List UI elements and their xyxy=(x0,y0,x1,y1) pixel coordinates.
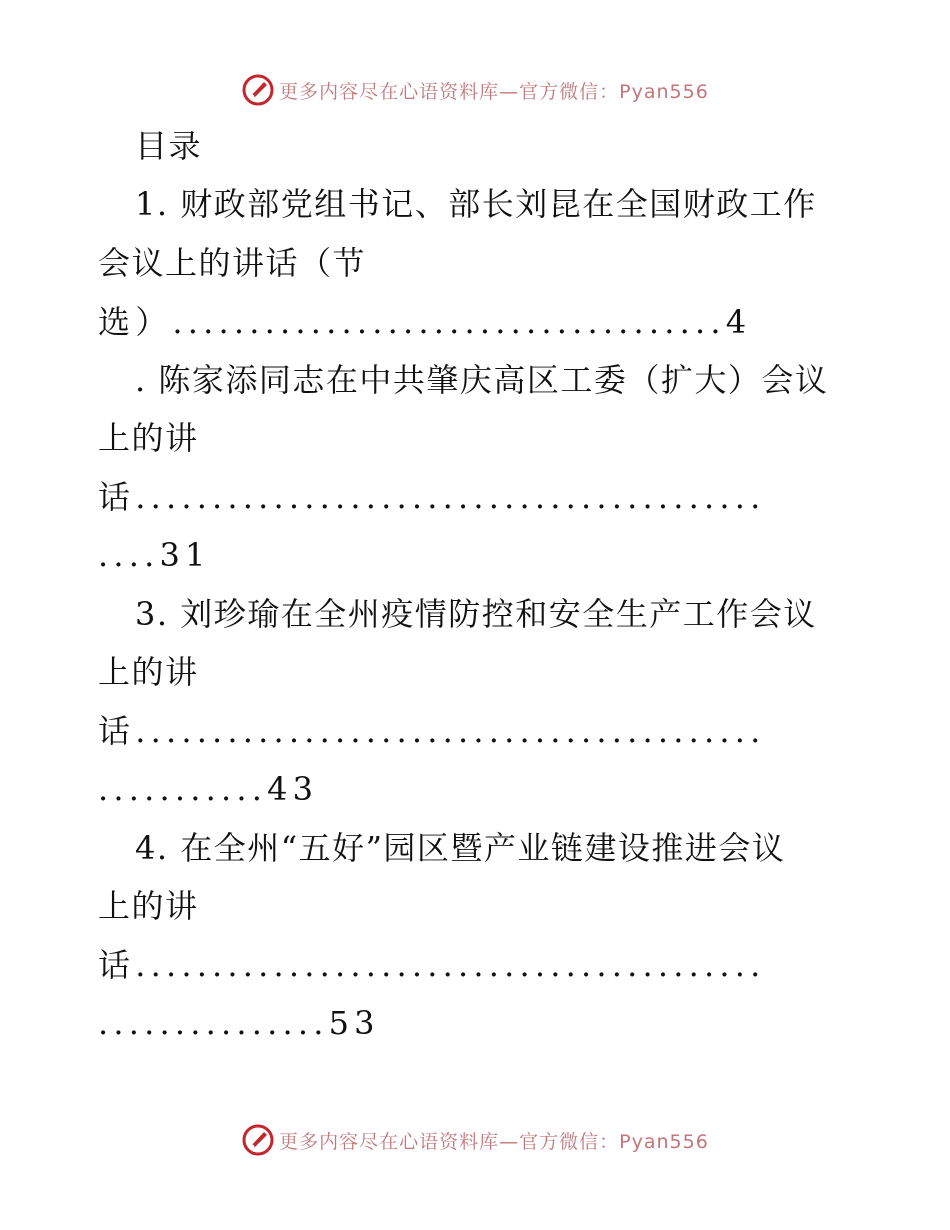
toc-entry-4-dots: 话......................................... xyxy=(98,946,766,984)
toc-entry-3-dots: 话......................................... xyxy=(98,712,766,750)
banner-text: 更多内容尽在心语资料库—官方微信：Pyan556 xyxy=(279,80,709,103)
toc-entry-3: 3. 刘珍瑜在全州疫情防控和安全生产工作会议 xyxy=(135,595,817,633)
banner-text: 更多内容尽在心语资料库—官方微信：Pyan556 xyxy=(279,1130,709,1153)
toc-entry-2-dots: 话......................................... xyxy=(98,478,766,516)
toc-entry-4-page: ...............53 xyxy=(98,1004,380,1042)
header-banner xyxy=(0,70,950,110)
toc-entry-2: . 陈家添同志在中共肇庆高区工委（扩大）会议 xyxy=(135,361,829,399)
pen-logo-icon xyxy=(241,1123,275,1157)
toc-heading: 目录 xyxy=(135,127,203,165)
toc-entry-3-page: ...........43 xyxy=(98,770,319,808)
toc-entry-2-cont: 上的讲 xyxy=(98,419,199,457)
footer-banner xyxy=(0,1120,950,1160)
pen-logo-icon xyxy=(241,73,275,107)
toc-entry-4-cont: 上的讲 xyxy=(98,887,199,925)
toc-entry-1-page: 选）....................................4 xyxy=(98,303,752,341)
toc-entry-1-cont: 会议上的讲话（节 xyxy=(98,244,367,282)
toc-entry-4: 4. 在全州“五好”园区暨产业链建设推进会议 xyxy=(135,829,786,867)
toc-entry-1: 1. 财政部党组书记、部长刘昆在全国财政工作 xyxy=(135,185,817,223)
toc-entry-2-page: ....31 xyxy=(98,536,211,574)
toc-entry-3-cont: 上的讲 xyxy=(98,653,199,691)
